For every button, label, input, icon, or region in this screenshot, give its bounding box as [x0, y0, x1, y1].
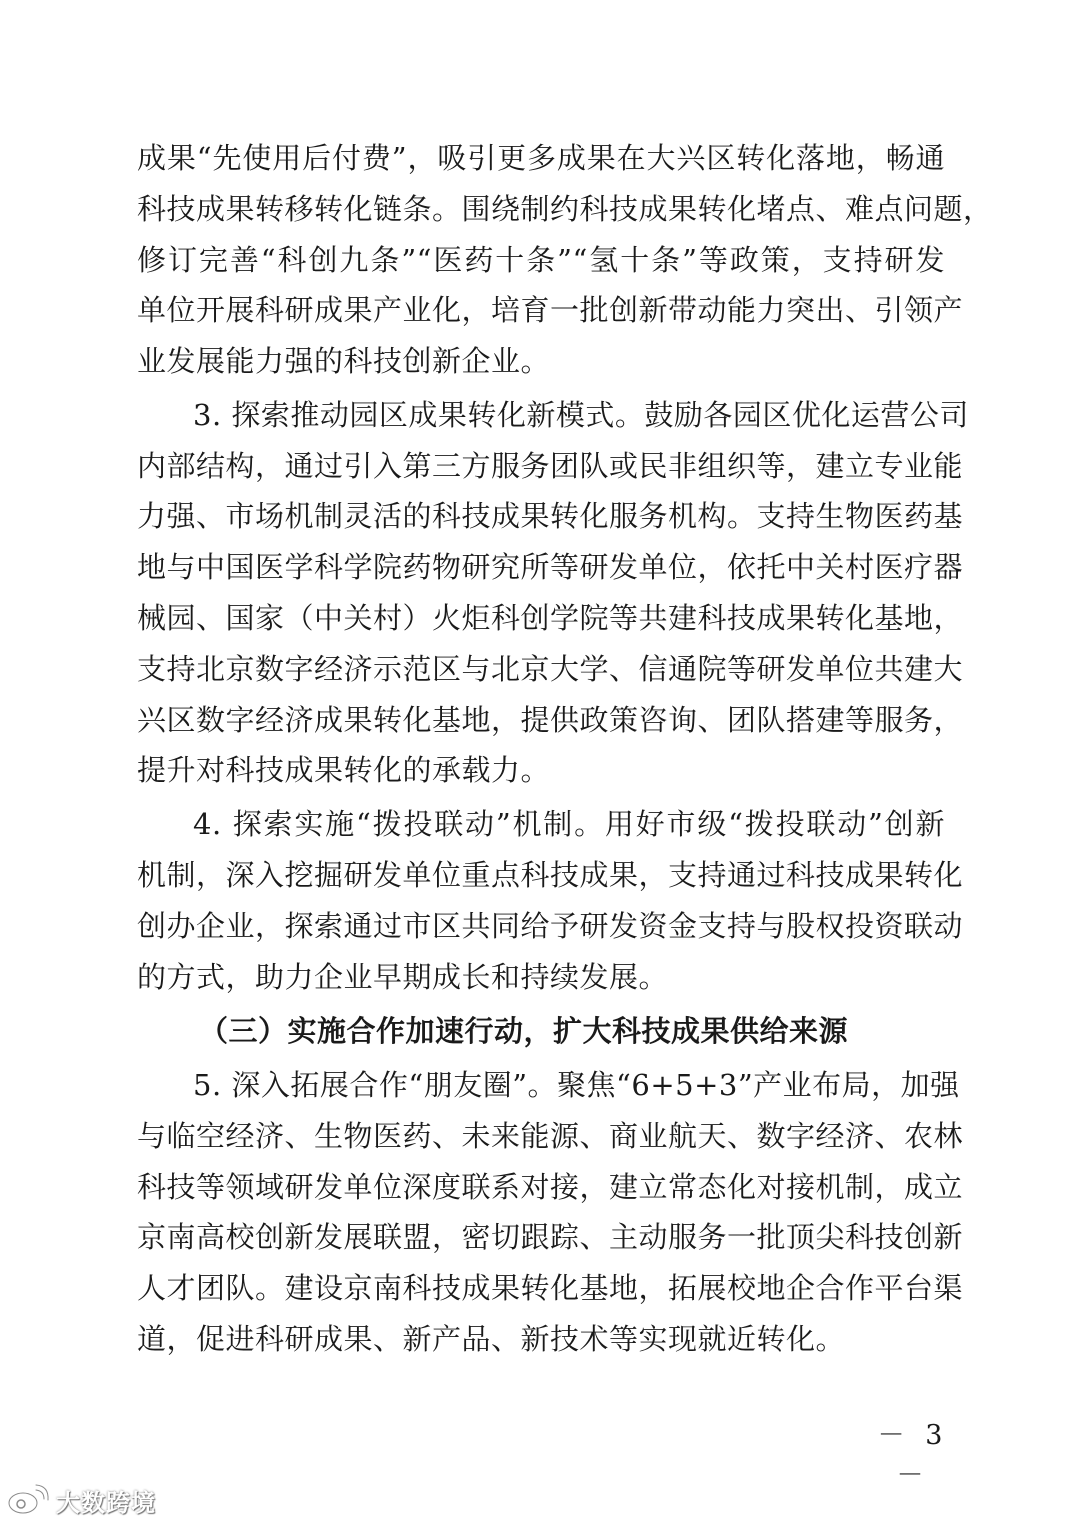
watermark-text: 大数跨境: [56, 1488, 156, 1517]
paragraph-line: 人才团队。建设京南科技成果转化基地，拓展校地企合作平台渠: [137, 1271, 964, 1305]
paragraph-line: 道，促进科研成果、新产品、新技术等实现就近转化。: [137, 1322, 846, 1356]
paragraph-first-line: 5. 深入拓展合作“朋友圈”。聚焦“6+5+3”产业布局，加强: [193, 1068, 960, 1102]
paragraph-line: 提升对科技成果转化的承载力。: [137, 753, 551, 787]
paragraph-line: 的方式，助力企业早期成长和持续发展。: [137, 960, 669, 994]
paragraph-line: 兴区数字经济成果转化基地，提供政策咨询、团队搭建等服务，: [137, 703, 964, 737]
paragraph-line: 力强、市场机制灵活的科技成果转化服务机构。支持生物医药基: [137, 499, 964, 533]
paragraph-line: 械园、国家（中关村）火炬科创学院等共建科技成果转化基地，: [137, 601, 964, 635]
paragraph-line: 机制，深入挖掘研发单位重点科技成果，支持通过科技成果转化: [137, 858, 964, 892]
paragraph-line: 支持北京数字经济示范区与北京大学、信通院等研发单位共建大: [137, 652, 964, 686]
weibo-logo-icon: [6, 1484, 50, 1516]
paragraph-line: 与临空经济、生物医药、未来能源、商业航天、数字经济、农林: [137, 1119, 964, 1153]
page-number: － 3 －: [877, 1420, 949, 1491]
paragraph-line: 业发展能力强的科技创新企业。: [137, 344, 551, 378]
paragraph-line: 科技等领域研发单位深度联系对接，建立常态化对接机制，成立: [137, 1170, 964, 1204]
paragraph-line: 科技成果转移转化链条。围绕制约科技成果转化堵点、难点问题，: [137, 192, 993, 226]
paragraph-line: 京南高校创新发展联盟，密切跟踪、主动服务一批顶尖科技创新: [137, 1220, 964, 1254]
paragraph-line: 单位开展科研成果产业化，培育一批创新带动能力突出、引领产: [137, 293, 964, 327]
paragraph-line: 成果“先使用后付费”，吸引更多成果在大兴区转化落地，畅通: [137, 141, 945, 175]
paragraph-line: 创办企业，探索通过市区共同给予研发资金支持与股权投资联动: [137, 909, 964, 943]
paragraph-first-line: 4. 探索实施“拨投联动”机制。用好市级“拨投联动”创新: [193, 807, 945, 841]
paragraph-line: 内部结构，通过引入第三方服务团队或民非组织等，建立专业能: [137, 449, 964, 483]
paragraph-line: 修订完善“科创九条”“医药十条”“氢十条”等政策，支持研发: [137, 243, 945, 277]
paragraph-first-line: 3. 探索推动园区成果转化新模式。鼓励各园区优化运营公司: [193, 398, 969, 432]
paragraph-line: 地与中国医学科学院药物研究所等研发单位，依托中关村医疗器: [137, 550, 964, 584]
watermark: [6, 1480, 156, 1520]
section-heading: （三）实施合作加速行动，扩大科技成果供给来源: [199, 1014, 849, 1048]
